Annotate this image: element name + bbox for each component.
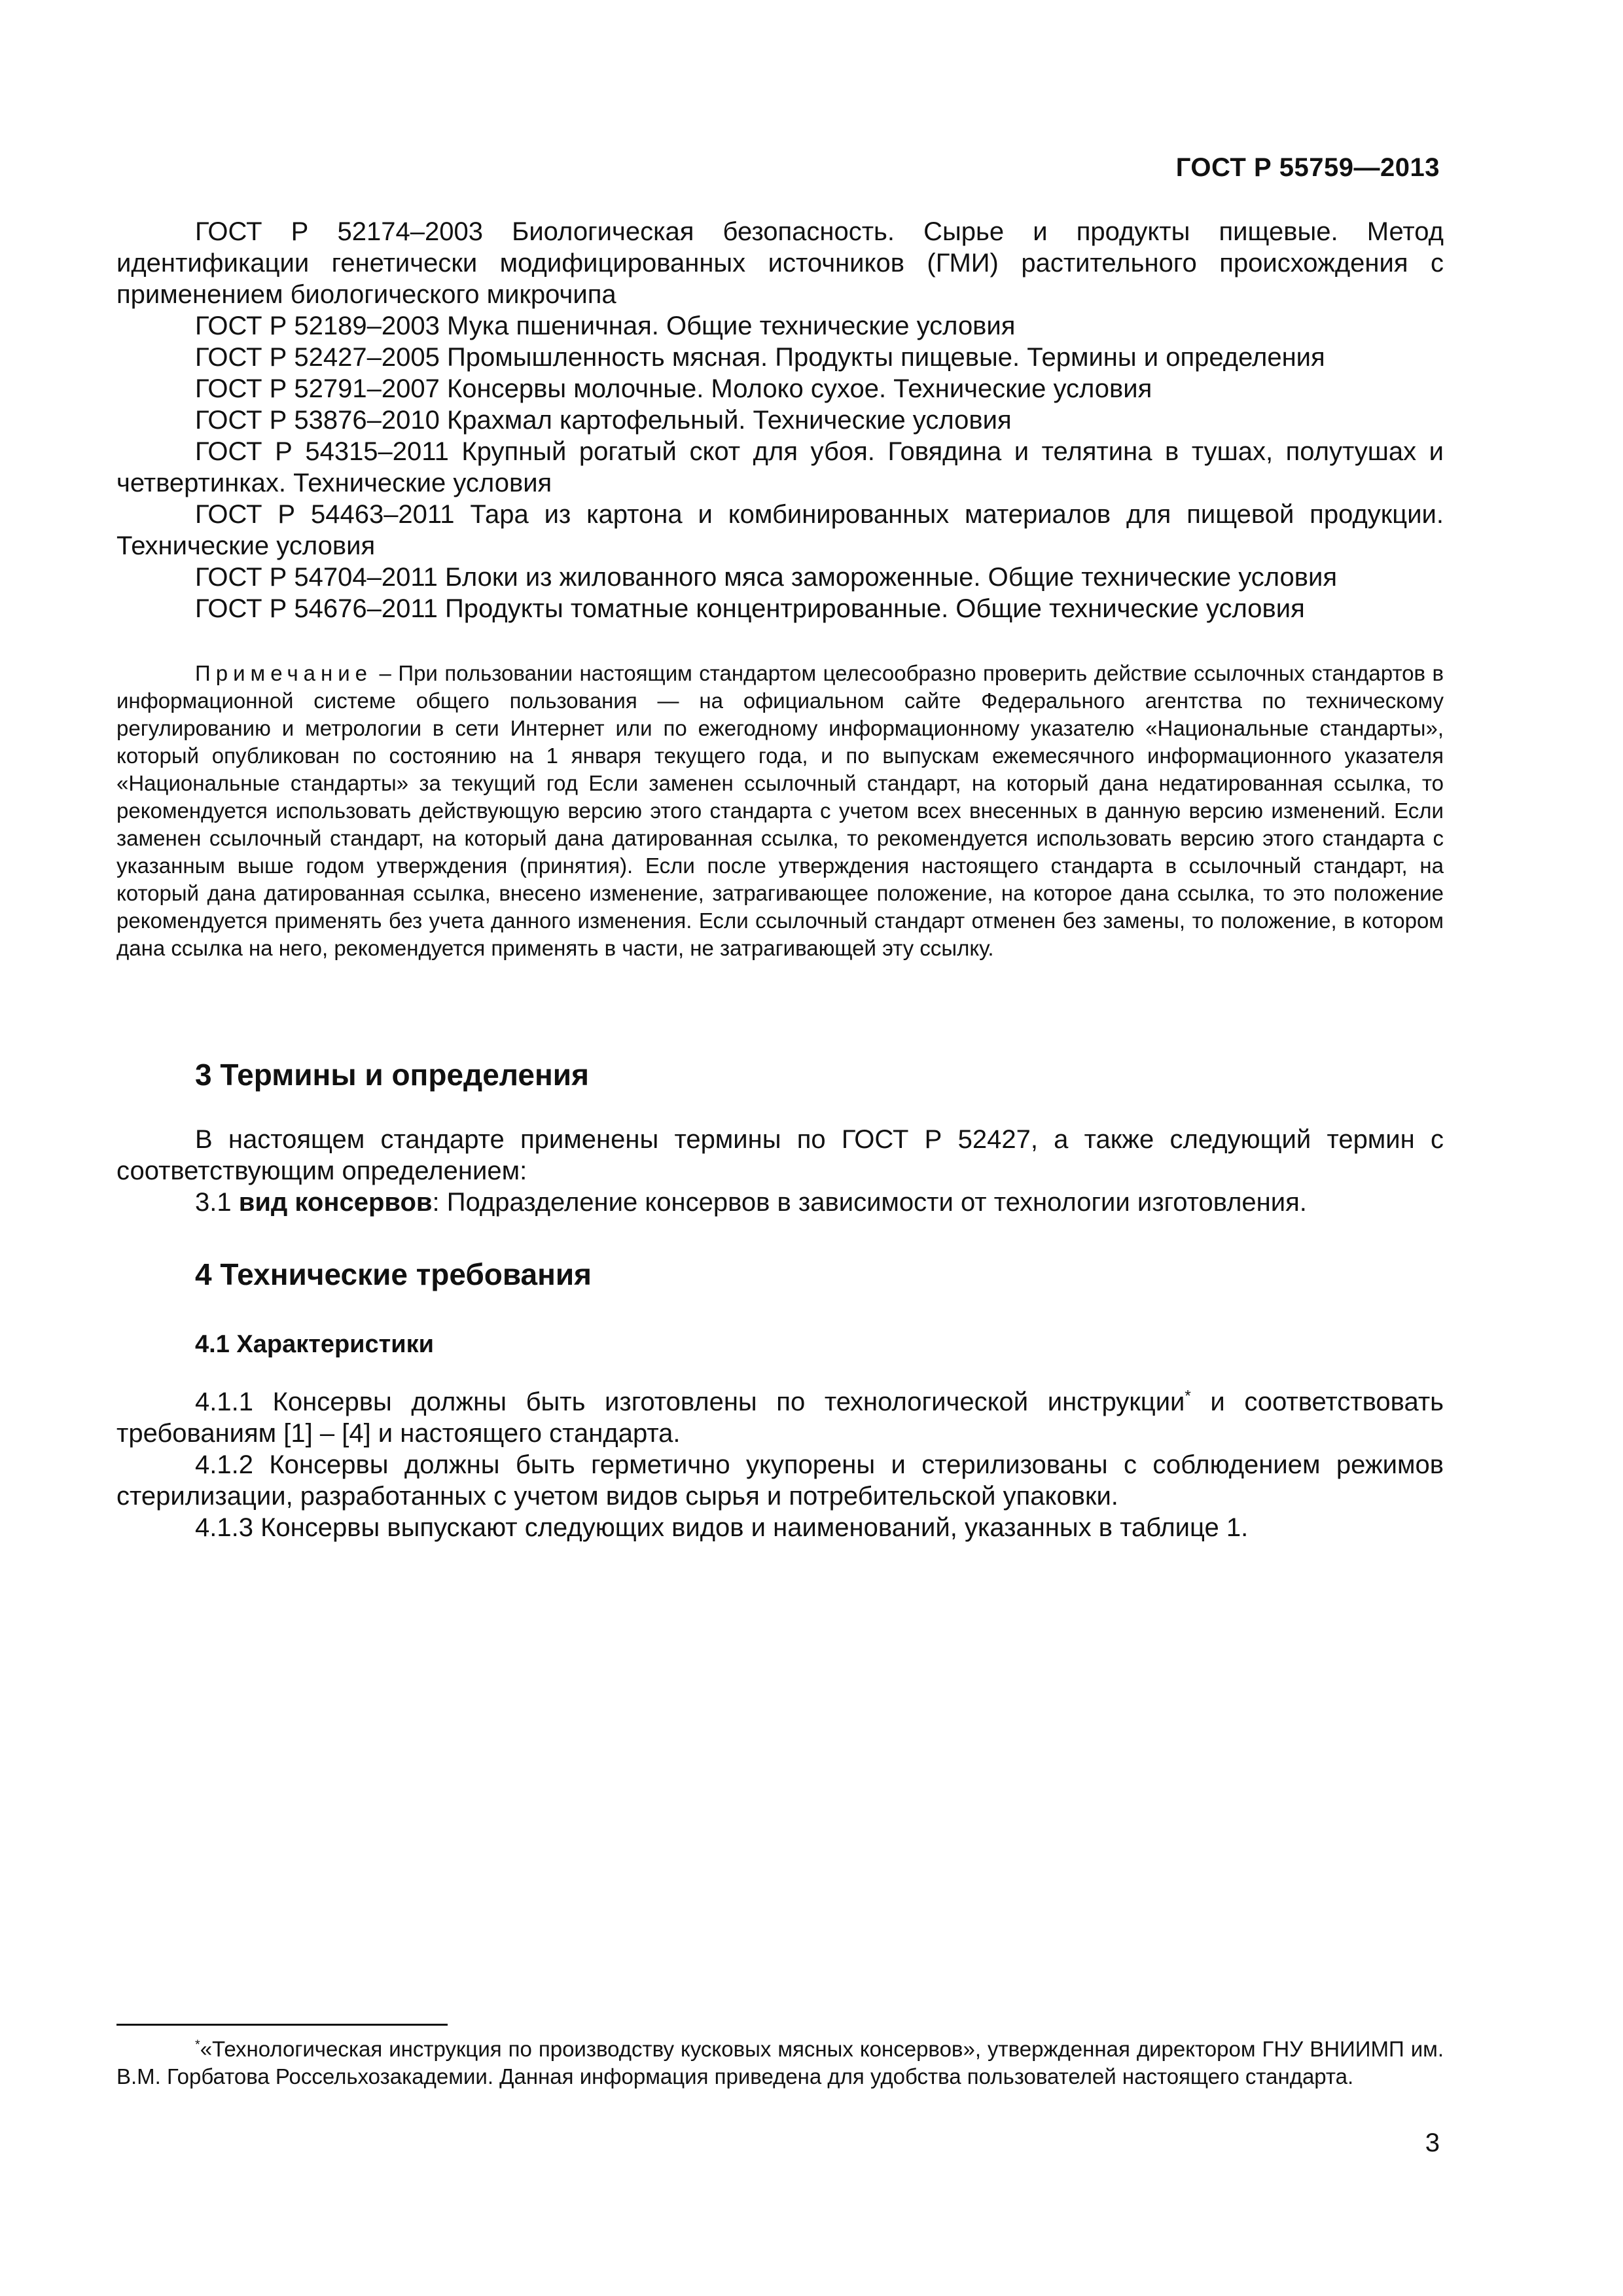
term-text: : Подразделение консервов в зависимости от технологии изготовления. [432,1188,1307,1217]
reference-item: ГОСТ Р 54315–2011 Крупный рогатый скот для убоя. Говядина и телятина в тушах, полутушах и четвертинках. Технические условия [116,437,1444,497]
clause-4-1-1: 4.1.1 Консервы должны быть изготовлены по технологической инструкции* и соответствовать требованиям [1] – [4] и настоящего стандарта. [116,1387,1444,1448]
reference-item: ГОСТ Р 52427–2005 Промышленность мясная. Продукты пищевые. Термины и определения [195,343,1325,372]
reference-item: ГОСТ Р 52189–2003 Мука пшеничная. Общие технические условия [195,312,1016,340]
note-label: Примечание [195,661,373,685]
note-text: – При пользовании настоящим стандартом целесообразно проверить действие ссылочных стандартов в информационной системе общего пользования — на официальном сайте Федерального агентства по техническому регулированию и метрологии в сети Интернет или по ежегодному информационному указателю «Национальные стандарты», который опубликован по состоянию на 1 января текущего года, и по выпускам ежемесячного информационного указателя «Национальные стандарты» за текущий год Если заменен ссылочный стандарт, на который дана недатированная ссылка, то рекомендуется использовать действующую версию этого стандарта с учетом всех внесенных в данную версию изменений. Если заменен ссылочный стандарт, на который дана датированная ссылка, то рекомендуется использовать версию этого стандарта с указанным выше годом утверждения (принятия). Если после утверждения настоящего стандарта в ссылочный стандарт, на который дана датированная ссылка, внесено изменение, затрагивающее положение, на которое дана ссылка, то это положение рекомендуется применять без учета данного изменения. Если ссылочный стандарт отменен без замены, то положение, в котором дана ссылка на него, рекомендуется применять в части, не затрагивающей эту ссылку. [116,661,1444,960]
footnote-divider [116,2024,448,2026]
footnote-text: «Технологическая инструкция по производству кусковых мясных консервов», утвержденная директором ГНУ ВНИИМП им. В.М. Горбатова Россельхозакадемии. Данная информация приведена для удобства пользователей настоящего стандарта. [116,2037,1444,2089]
document-designation: ГОСТ Р 55759—2013 [1175,153,1440,182]
footnote-reference[interactable]: * [1185,1387,1191,1405]
reference-item: ГОСТ Р 52174–2003 Биологическая безопасность. Сырье и продукты пищевые. Метод идентификации генетически модифицированных источников (ГМИ) растительного происхождения с применением биологического микрочипа [116,217,1444,309]
section-3-intro: В настоящем стандарте применены термины по ГОСТ Р 52427, а также следующий термин с соответствующим определением: [116,1125,1444,1185]
references-note [116,660,1444,962]
section-4-body [116,1386,1444,1543]
clause-4-1-3: 4.1.3 Консервы выпускают следующих видов и наименований, указанных в таблице 1. [195,1513,1249,1542]
subsection-4-1-heading: 4.1 Характеристики [195,1331,435,1358]
reference-item: ГОСТ Р 53876–2010 Крахмал картофельный. Технические условия [195,406,1012,435]
reference-item: ГОСТ Р 54463–2011 Тара из картона и комбинированных материалов для пищевой продукции. Технические условия [116,500,1444,560]
section-3-heading: 3 Термины и определения [195,1058,589,1092]
footnote [116,2036,1444,2090]
reference-item: ГОСТ Р 54704–2011 Блоки из жилованного мяса замороженные. Общие технические условия [195,563,1338,592]
normative-references-list [116,216,1444,624]
reference-item: ГОСТ Р 52791–2007 Консервы молочные. Молоко сухое. Технические условия [195,374,1152,403]
section-4-heading: 4 Технические требования [195,1257,592,1291]
term-definition [116,1187,1444,1218]
reference-item: ГОСТ Р 54676–2011 Продукты томатные концентрированные. Общие технические условия [195,594,1305,623]
page-number: 3 [1425,2128,1440,2157]
term-number: 3.1 [195,1188,232,1217]
term-name: вид консервов [238,1188,433,1217]
footnote-mark: * [195,2037,200,2052]
clause-4-1-2: 4.1.2 Консервы должны быть герметично укупорены и стерилизованы с соблюдением режимов стерилизации, разработанных с учетом видов сырья и потребительской упаковки. [116,1450,1444,1511]
section-3-body [116,1124,1444,1218]
